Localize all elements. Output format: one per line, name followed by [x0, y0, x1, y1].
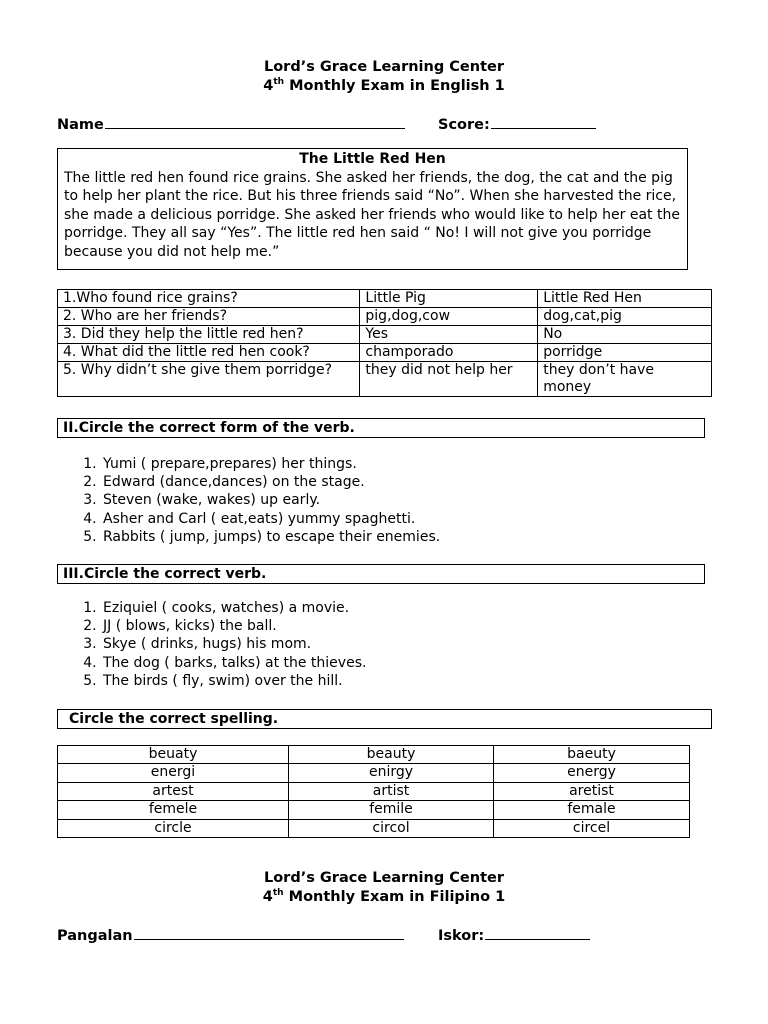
- school-title: Lord’s Grace Learning Center: [263, 59, 504, 75]
- spelling-choice[interactable]: energi: [58, 764, 289, 782]
- choice-cell[interactable]: they don’t have money: [538, 362, 712, 397]
- list-item: 2. JJ ( blows, kicks) the ball.: [101, 617, 741, 635]
- choice-cell[interactable]: porridge: [538, 344, 712, 362]
- spelling-choice[interactable]: artist: [289, 782, 494, 800]
- exam-ordinal-2: th: [272, 888, 284, 899]
- spelling-choice[interactable]: aretist: [494, 782, 690, 800]
- iskor-label: Iskor:: [438, 928, 485, 944]
- choice-cell[interactable]: Little Pig: [360, 290, 538, 308]
- table-row: [58, 819, 690, 837]
- iskor-line: [438, 925, 590, 944]
- spelling-choice[interactable]: beauty: [289, 746, 494, 764]
- section-3-header: III.Circle the correct verb.: [57, 564, 705, 584]
- table-row: [58, 782, 690, 800]
- exam-subject-2: Monthly Exam in Filipino 1: [283, 889, 506, 905]
- spelling-choice[interactable]: energy: [494, 764, 690, 782]
- question-cell: 5. Why didn’t she give them porridge?: [58, 362, 360, 397]
- list-item: 5. The birds ( fly, swim) over the hill.: [101, 672, 741, 690]
- name-line: [57, 114, 405, 133]
- list-item: 2. Edward (dance,dances) on the stage.: [101, 473, 741, 491]
- score-blank[interactable]: [491, 114, 596, 129]
- spelling-choice[interactable]: artest: [58, 782, 289, 800]
- section-4-header: Circle the correct spelling.: [57, 709, 712, 729]
- exam-ordinal: th: [273, 77, 285, 88]
- choice-cell[interactable]: dog,cat,pig: [538, 308, 712, 326]
- score-label: Score:: [438, 117, 490, 133]
- choice-cell[interactable]: No: [538, 326, 712, 344]
- name-blank[interactable]: [105, 114, 405, 129]
- story-text: The little red hen found rice grains. She asked her friends, the dog, the cat and the pig to help her plant the rice. But his three friends said “No”. When she harvested the rice, she made a delicious porridge. She asked her friends who would like to help her eat the porridge. They all say “Yes”. The little red hen said “ No! I will not give you porridge because you did not help me.”: [64, 169, 680, 260]
- list-item: 4. The dog ( barks, talks) at the thieves.: [101, 654, 741, 672]
- score-line: [438, 114, 596, 133]
- question-cell: 4. What did the little red hen cook?: [58, 344, 360, 362]
- school-title-2: Lord’s Grace Learning Center: [263, 870, 504, 886]
- table-row: [58, 746, 690, 764]
- spelling-choice[interactable]: femile: [289, 801, 494, 819]
- table-row: [58, 344, 712, 362]
- choice-cell[interactable]: champorado: [360, 344, 538, 362]
- choice-cell[interactable]: they did not help her: [360, 362, 538, 397]
- spelling-choice[interactable]: female: [494, 801, 690, 819]
- list-item: 3. Steven (wake, wakes) up early.: [101, 491, 741, 509]
- list-item: 3. Skye ( drinks, hugs) his mom.: [101, 635, 741, 653]
- list-item: 5. Rabbits ( jump, jumps) to escape their enemies.: [101, 528, 741, 546]
- exam-number: 4: [263, 78, 274, 94]
- question-cell: 2. Who are her friends?: [58, 308, 360, 326]
- spelling-choice[interactable]: circol: [289, 819, 494, 837]
- choice-cell[interactable]: Little Red Hen: [538, 290, 712, 308]
- section-2-header: II.Circle the correct form of the verb.: [57, 418, 705, 438]
- table-row: [58, 326, 712, 344]
- list-item: 1. Eziquiel ( cooks, watches) a movie.: [101, 599, 741, 617]
- choice-cell[interactable]: pig,dog,cow: [360, 308, 538, 326]
- table-row: [58, 362, 712, 397]
- pangalan-blank[interactable]: [134, 925, 404, 940]
- table-row: [58, 801, 690, 819]
- table-row: [58, 308, 712, 326]
- section-2-list: [57, 455, 741, 546]
- iskor-blank[interactable]: [485, 925, 590, 940]
- spelling-choice[interactable]: femele: [58, 801, 289, 819]
- spelling-table: [57, 745, 690, 838]
- exam-title: [0, 77, 768, 95]
- questions-table: [57, 289, 712, 397]
- name-label: Name: [57, 117, 104, 133]
- list-item: 1. Yumi ( prepare,prepares) her things.: [101, 455, 741, 473]
- pangalan-label: Pangalan: [57, 928, 133, 944]
- story-title: The Little Red Hen: [299, 151, 446, 167]
- exam-number-2: 4: [262, 889, 273, 905]
- table-row: [58, 290, 712, 308]
- spelling-choice[interactable]: baeuty: [494, 746, 690, 764]
- story-box: [57, 148, 688, 270]
- exam-subject: Monthly Exam in English 1: [284, 78, 505, 94]
- table-row: [58, 764, 690, 782]
- exam-title-2: [0, 888, 768, 906]
- question-cell: 3. Did they help the little red hen?: [58, 326, 360, 344]
- choice-cell[interactable]: Yes: [360, 326, 538, 344]
- question-cell: 1.Who found rice grains?: [58, 290, 360, 308]
- spelling-choice[interactable]: enirgy: [289, 764, 494, 782]
- pangalan-line: [57, 925, 404, 944]
- spelling-choice[interactable]: circel: [494, 819, 690, 837]
- list-item: 4. Asher and Carl ( eat,eats) yummy spaghetti.: [101, 510, 741, 528]
- spelling-choice[interactable]: circle: [58, 819, 289, 837]
- section-3-list: [57, 599, 741, 690]
- spelling-choice[interactable]: beuaty: [58, 746, 289, 764]
